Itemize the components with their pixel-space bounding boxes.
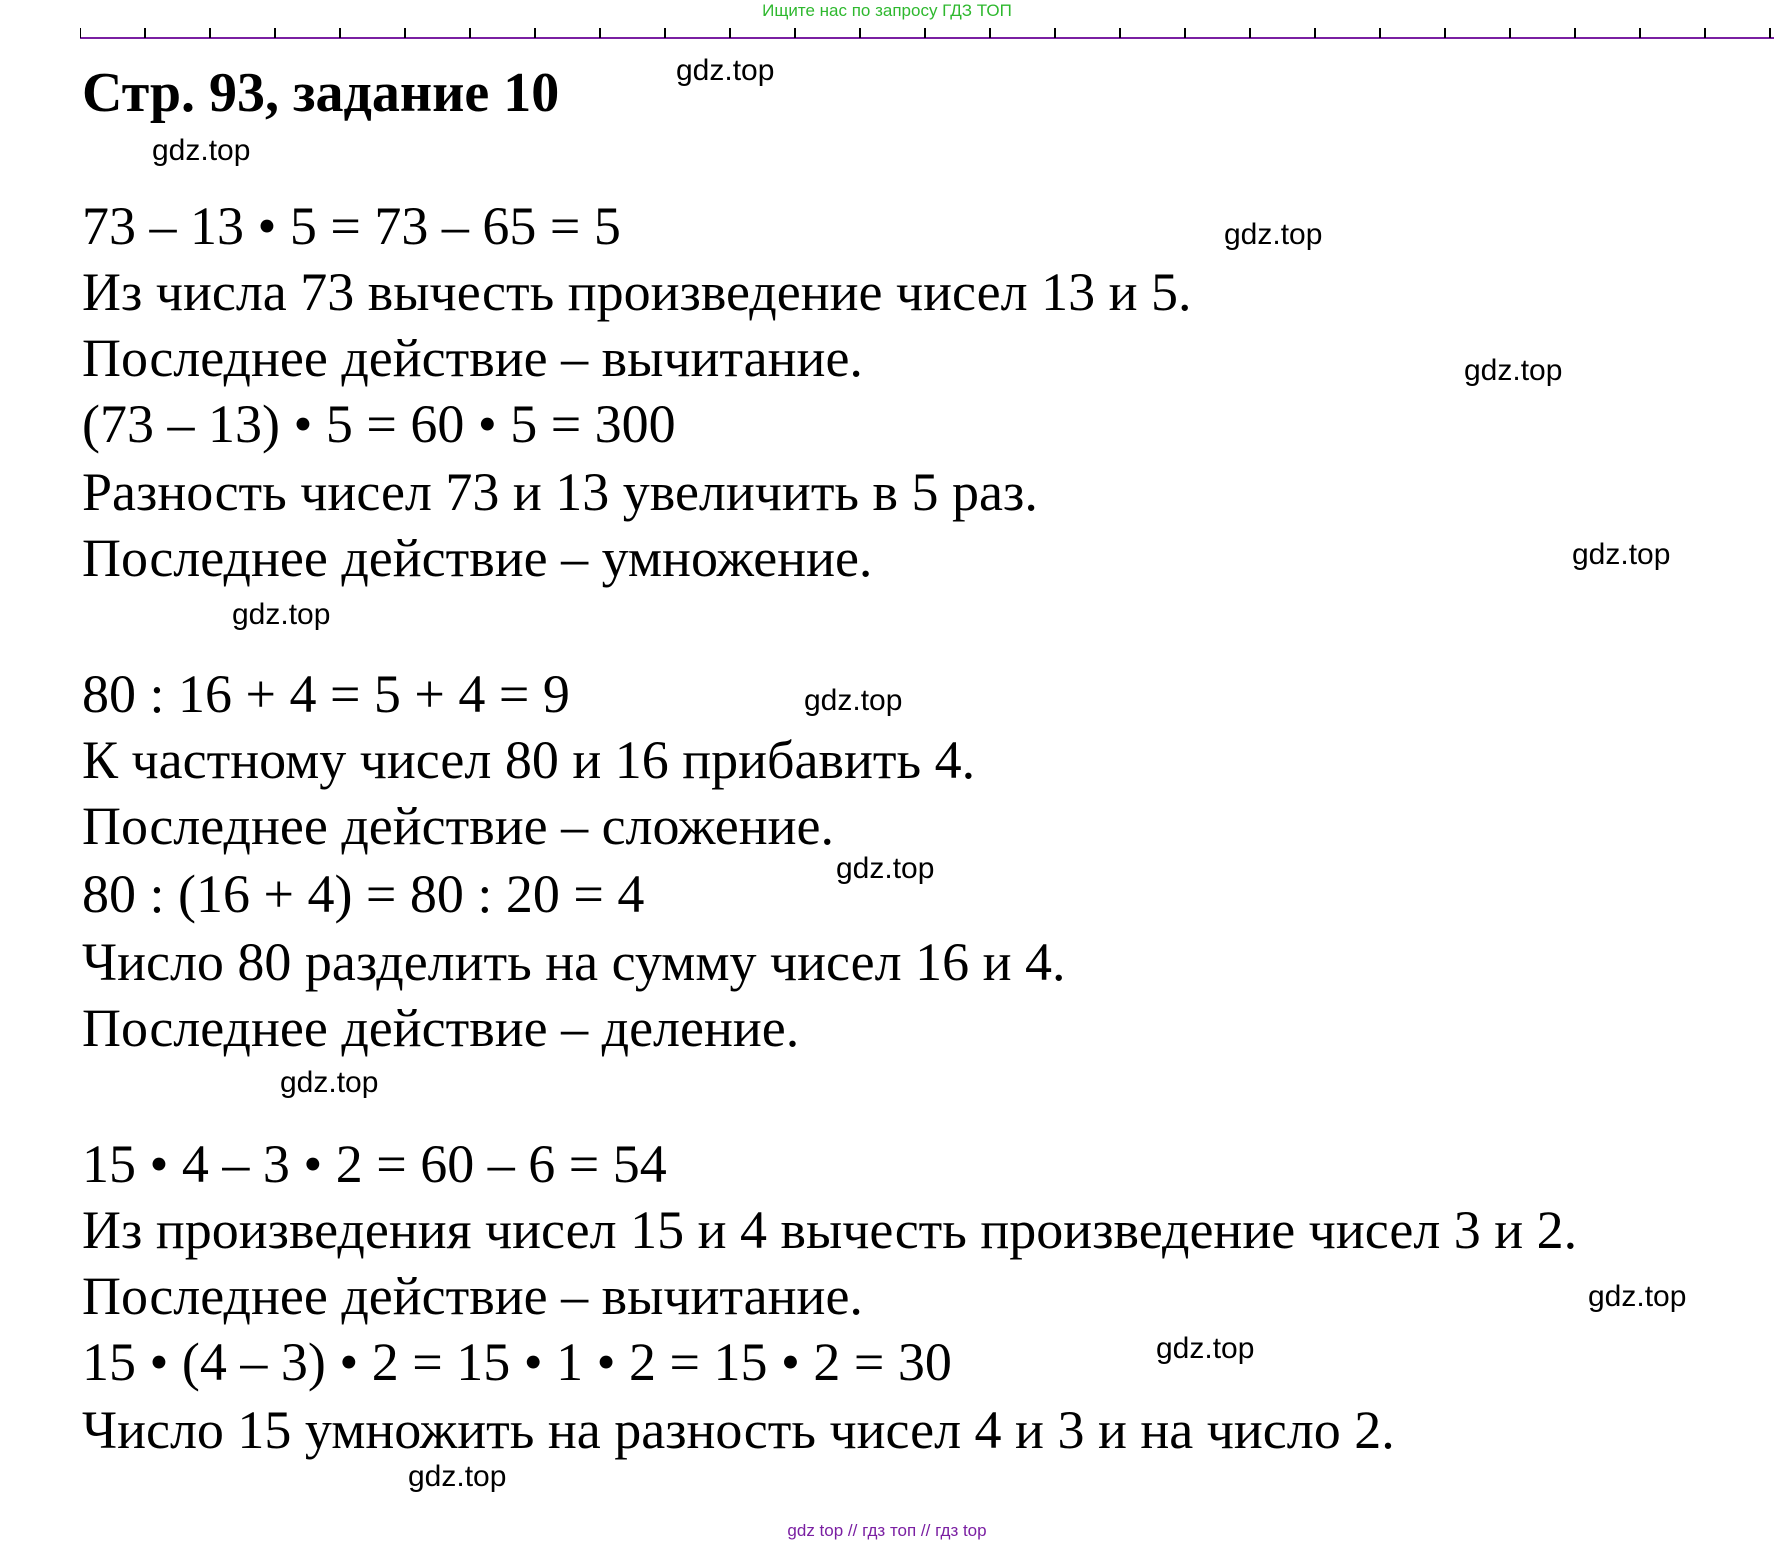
equation-line: 80 : 16 + 4 = 5 + 4 = 9 [82,664,570,724]
footer-watermark: gdz top // гдз топ // гдз top [787,1521,987,1540]
last-action-line: Последнее действие – умножение. [82,528,873,588]
watermark: gdz.top [1572,538,1671,571]
watermark: gdz.top [152,134,251,167]
watermark: gdz.top [1156,1332,1255,1365]
explanation-line: К частному чисел 80 и 16 прибавить 4. [82,730,976,790]
page-title: Стр. 93, задание 10 [82,62,560,124]
watermark: gdz.top [408,1460,507,1493]
equation-line: 80 : (16 + 4) = 80 : 20 = 4 [82,864,645,924]
equation-line: 15 • (4 – 3) • 2 = 15 • 1 • 2 = 15 • 2 = 30 [82,1332,952,1392]
watermark: gdz.top [232,598,331,631]
equation-line: 73 – 13 • 5 = 73 – 65 = 5 [82,196,621,256]
watermark: gdz.top [280,1066,379,1099]
top-search-banner: Ищите нас по запросу ГДЗ ТОП [762,1,1012,20]
equation-line: (73 – 13) • 5 = 60 • 5 = 300 [82,394,676,454]
last-action-line: Последнее действие – деление. [82,998,800,1058]
explanation-line: Число 15 умножить на разность чисел 4 и 3 и на число 2. [82,1400,1395,1460]
watermark: gdz.top [1588,1280,1687,1313]
explanation-line: Разность чисел 73 и 13 увеличить в 5 раз. [82,462,1038,522]
explanation-line: Из произведения чисел 15 и 4 вычесть произведение чисел 3 и 2. [82,1200,1578,1260]
page-ruler [80,22,1774,46]
watermark: gdz.top [804,684,903,717]
watermark: gdz.top [1224,218,1323,251]
last-action-line: Последнее действие – сложение. [82,796,834,856]
watermark: gdz.top [836,852,935,885]
explanation-line: Из числа 73 вычесть произведение чисел 13 и 5. [82,262,1192,322]
explanation-line: Число 80 разделить на сумму чисел 16 и 4. [82,932,1066,992]
equation-line: 15 • 4 – 3 • 2 = 60 – 6 = 54 [82,1134,667,1194]
watermark: gdz.top [676,54,775,87]
last-action-line: Последнее действие – вычитание. [82,1266,863,1326]
watermark: gdz.top [1464,354,1563,387]
last-action-line: Последнее действие – вычитание. [82,328,863,388]
